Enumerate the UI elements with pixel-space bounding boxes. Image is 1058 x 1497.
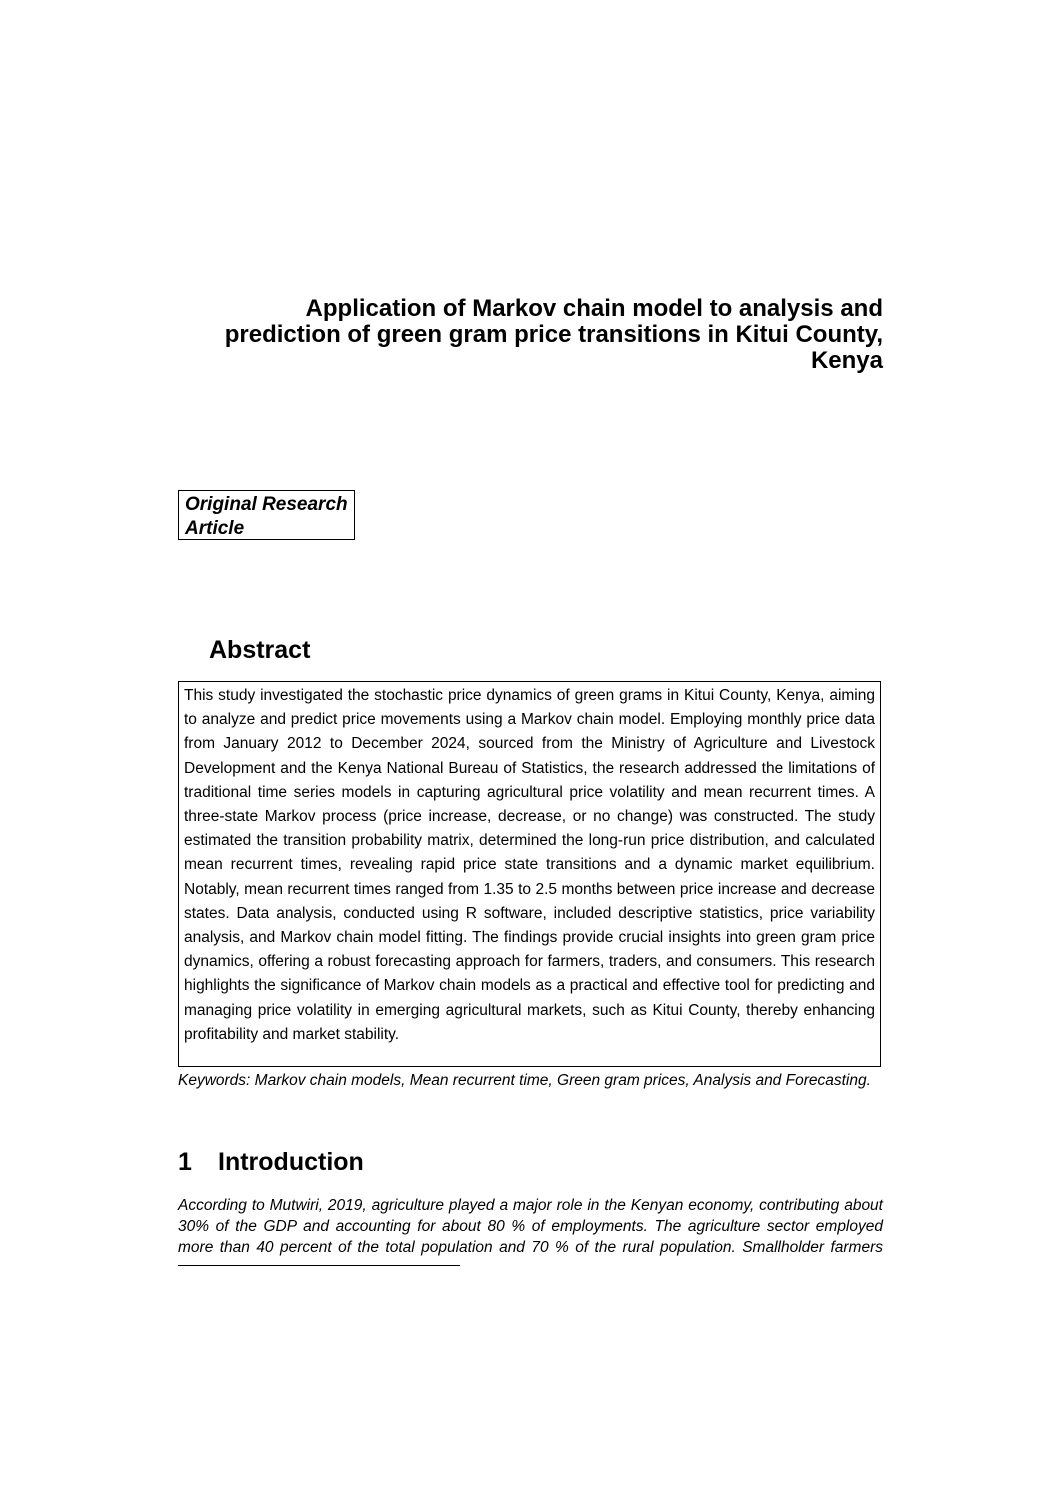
title-line: Kenya <box>810 347 883 374</box>
paper-title <box>160 296 883 374</box>
section-heading-introduction <box>178 1147 364 1177</box>
article-type-box <box>178 490 355 540</box>
title-line: prediction of green gram price transitions in Kitui County, <box>224 321 883 348</box>
introduction-paragraph <box>178 1195 883 1258</box>
section-number: 1 <box>178 1148 192 1176</box>
article-type-line: Original Research <box>185 494 348 515</box>
footnote-divider <box>178 1265 460 1266</box>
article-type-line: Article <box>185 518 245 539</box>
keywords: Keywords: Markov chain models, Mean recurrent time, Green gram prices, Analysis and Forecasting. <box>178 1072 871 1089</box>
paragraph-line: more than 40 percent of the total population and 70 % of the rural population. Smallholder farmers <box>178 1239 883 1256</box>
abstract-text: This study investigated the stochastic price dynamics of green grams in Kitui County, Kenya, aiming to analyze and predict price movements using a Markov chain model. Employing monthly price data from January 2012 to December 2024, sourced from the Ministry of Agriculture and Livestock Development and the Kenya National Bureau of Statistics, the research addressed the limitations of traditional time series models in capturing agricultural price volatility and mean recurrent times. A three-state Markov process (price increase, decrease, or no change) was constructed. The study estimated the transition probability matrix, determined the long-run price distribution, and calculated mean recurrent times, revealing rapid price state transitions and a dynamic market equilibrium. Notably, mean recurrent times ranged from 1.35 to 2.5 months between price increase and decrease states. Data analysis, conducted using R software, included descriptive statistics, price variability analysis, and Markov chain model fitting. The findings provide crucial insights into green gram price dynamics, offering a robust forecasting approach for farmers, traders, and consumers. This research highlights the significance of Markov chain models as a practical and effective tool for predicting and managing price volatility in emerging agricultural markets, such as Kitui County, thereby enhancing profitability and market stability. <box>178 681 881 1067</box>
title-line: Application of Markov chain model to analysis and <box>305 295 883 322</box>
paragraph-line: 30% of the GDP and accounting for about 80 % of employments. The agriculture sector employed <box>178 1218 883 1235</box>
section-title: Introduction <box>218 1148 364 1176</box>
abstract-heading: Abstract <box>209 636 311 664</box>
paragraph-line: According to Mutwiri, 2019, agriculture played a major role in the Kenyan economy, contributing about <box>178 1197 883 1214</box>
